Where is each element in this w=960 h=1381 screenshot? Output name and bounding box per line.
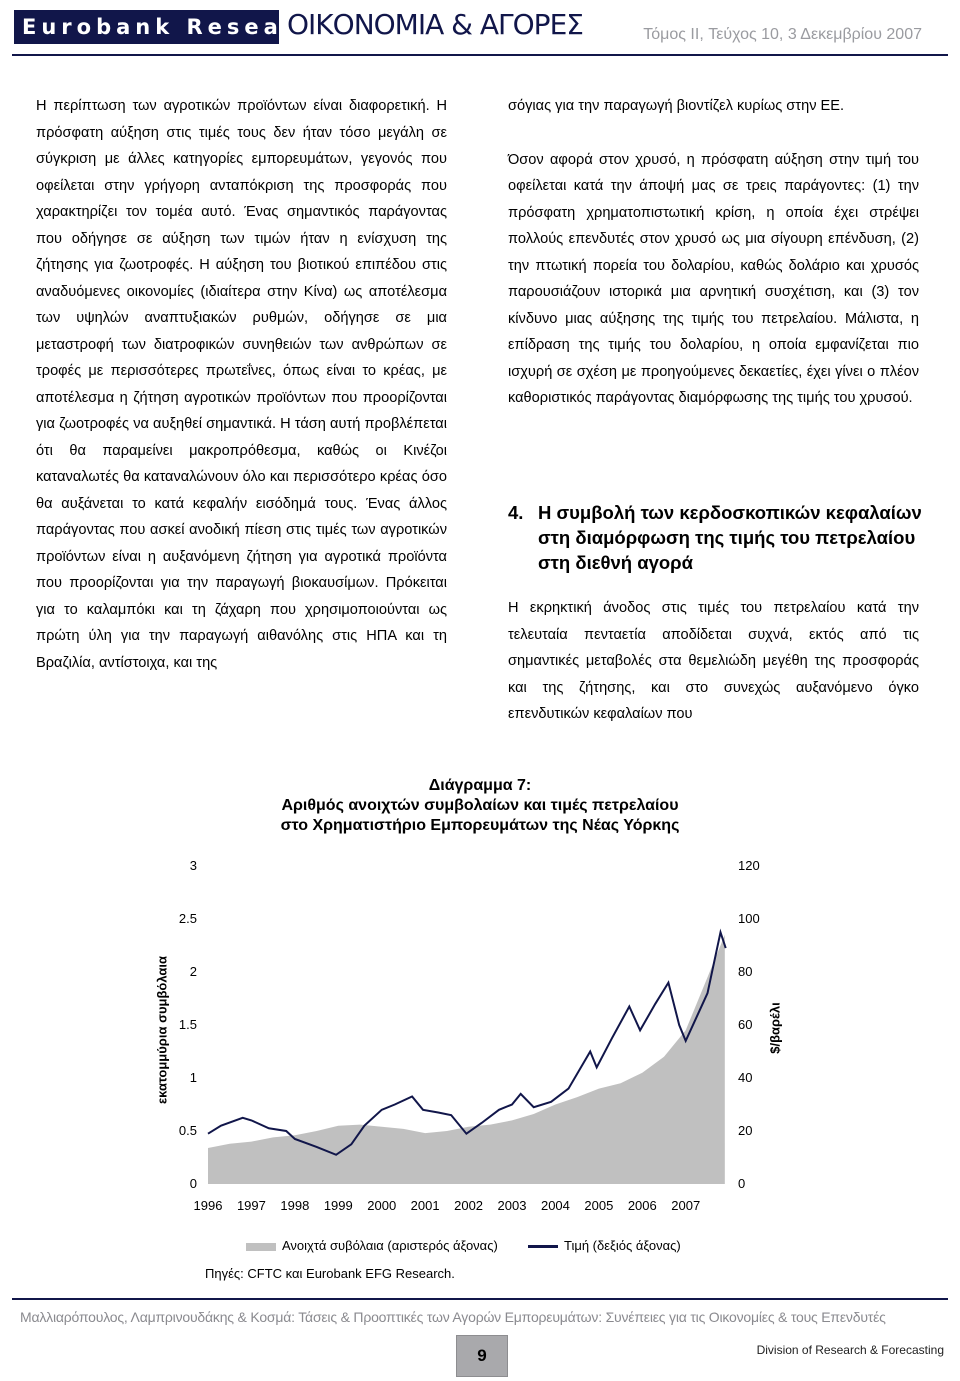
- issue-info: Τόμος II, Τεύχος 10, 3 Δεκεμβρίου 2007: [643, 26, 922, 43]
- x-axis-tick: 2001: [410, 1198, 440, 1213]
- paragraph: σόγιας για την παραγωγή βιοντίζελ κυρίως στην ΕΕ.: [508, 98, 845, 114]
- right-axis-tick: 20: [738, 1123, 753, 1138]
- publication-series-title: ΟΙΚΟΝΟΜΙΑ & ΑΓΟΡΕΣ: [287, 8, 583, 41]
- paragraph: Όσον αφορά στον χρυσό, η πρόσφατη αύξηση στην τιμή του οφείλεται κατά την άποψή μας σε τρεις παράγοντες: (1) την πρόσφατη χρηματοπιστωτική κρίση, η οποία έχει στρέψει πολλούς επενδυτές στον χρυσό ως μια σίγουρη επένδυση, (2) την πτωτική πορεία του δολαρίου, καθώς δολάριο και χρυσός παρουσιάζουν ιστορικά μια αρνητική συσχέτιση, και (3) τον κίνδυνο μιας αύξησης της τιμής του πετρελαίου. Μάλιστα, η επίδραση της τιμής του δολαρίου, η οποία εμφανίζεται πιο ισχυρή σε σχέση με προηγούμενες δεκαετίες, έχει γίνει ο πλέον καθοριστικός παράγοντας διαμόρφωσης της τιμής του χρυσού.: [508, 151, 919, 406]
- section-heading: [508, 500, 928, 575]
- legend-label: Ανοιχτά συβόλαια (αριστερός άξονας): [282, 1238, 498, 1253]
- legend-swatch-line: [528, 1245, 558, 1248]
- header-rule: [12, 54, 948, 56]
- chart-title-line: Αριθμός ανοιχτών συμβολαίων και τιμές πετρελαίου: [281, 797, 679, 814]
- right-column: [508, 93, 919, 412]
- legend-label: Τιμή (δεξιός άξονας): [564, 1238, 681, 1253]
- footer-rule: [12, 1298, 948, 1300]
- footer-citation: Μαλλιαρόπουλος, Λαμπρινουδάκης & Κοσμά: Τάσεις & Προοπτικές των Αγορών Εμπορευμάτων: Συνέπειες για τις Οικονομίες & τους Επενδυτές: [20, 1309, 886, 1325]
- right-axis-tick: 120: [738, 858, 760, 873]
- x-axis-tick: 2002: [454, 1198, 484, 1213]
- chart-title: [160, 776, 800, 836]
- page-number: 9: [456, 1335, 508, 1377]
- right-axis-tick: 0: [738, 1176, 746, 1191]
- left-axis-tick: 2.5: [178, 911, 197, 926]
- open-interest-area: [208, 935, 725, 1184]
- left-axis-tick: 2: [189, 964, 197, 979]
- left-axis-tick: 0.5: [178, 1123, 197, 1138]
- left-axis-tick: 3: [189, 858, 197, 873]
- right-axis-tick: 60: [738, 1017, 753, 1032]
- right-column-continued: [508, 595, 919, 728]
- page-header: [0, 0, 960, 68]
- x-axis-tick: 2005: [584, 1198, 614, 1213]
- eurobank-research-logo: Eurobank Research: [14, 10, 279, 44]
- left-axis-title: εκατομμύρια συμβόλαια: [154, 955, 170, 1105]
- left-axis-tick: 1.5: [178, 1017, 197, 1032]
- right-axis-title: $/βαρέλι: [767, 1002, 783, 1054]
- right-axis-tick: 40: [738, 1070, 753, 1085]
- chart-title-line: Διάγραμμα 7:: [428, 777, 532, 794]
- x-axis-tick: 1998: [280, 1198, 310, 1213]
- x-axis-tick: 2000: [367, 1198, 397, 1213]
- left-column: [36, 93, 447, 676]
- x-axis-tick: 1999: [323, 1198, 353, 1213]
- left-axis-tick: 0: [189, 1176, 197, 1191]
- x-axis-tick: 2004: [540, 1198, 570, 1213]
- chart-title-line: στο Χρηματιστήριο Εμπορευμάτων της Νέας Υόρκης: [280, 817, 680, 834]
- paragraph: Η περίπτωση των αγροτικών προϊόντων είναι διαφορετική. Η πρόσφατη αύξηση στις τιμές τους δεν ήταν τόσο μεγάλη σε σύγκριση με άλλες κατηγορίες εμπορευμάτων, γεγονός που οφείλεται στην γρήγορη ανταπόκριση της προσφοράς που χαρακτηρίζει τον τομέα αυτό. Ένας σημαντικός παράγοντας που οδήγησε σε αύξηση των τιμών ήταν η ενίσχυση της ζήτησης για ζωοτροφές. Η αύξηση του βιοτικού επιπέδου στις αναδυόμενες οικονομίες (ιδιαίτερα στην Κίνα) ως αποτέλεσμα των υψηλών αναπτυξιακών ρυθμών, οδήγησε σε μια μεταστροφή των διατροφικών συνηθειών των ανθρώπων σε τροφές με περισσότερες πρωτεΐνες, όπως είναι το κρέας, με αποτέλεσμα η ζήτηση αγροτικών προϊόντων που προορίζονται για ζωοτροφές να αυξηθεί σημαντικά. Η τάση αυτή προβλέπεται ότι θα παραμείνει μακροπρόθεσμα, καθώς οι Κινέζοι καταναλωτές θα καταναλώνουν όλο και περισσότερο κρέας όσο θα αυξάνεται το κατά κεφαλήν εισόδημά τους. Ένας άλλος παράγοντας που ασκεί ανοδική πίεση στις τιμές των αγροτικών προϊόντων είναι η αυξανόμενη ζήτηση για αγροτικά προϊόντα που προορίζονται για την παραγωγή βιοκαυσίμων. Πρόκειται για το καλαμπόκι και τη ζάχαρη που χρησιμοποιούνται ως πρώτη ύλη για την παραγωγή αιθανόλης στις ΗΠΑ και τη Βραζιλία, αντίστοιχα, και της: [36, 98, 447, 671]
- x-axis-tick: 1997: [236, 1198, 266, 1213]
- x-axis-tick: 1996: [193, 1198, 223, 1213]
- right-axis-tick: 80: [738, 964, 753, 979]
- oil-price-line: [208, 932, 726, 1155]
- x-axis-tick: 2006: [627, 1198, 657, 1213]
- section-number: 4.: [508, 502, 524, 523]
- division-name: Division of Research & Forecasting: [756, 1343, 944, 1357]
- legend-item-open-interest: [246, 1238, 498, 1256]
- paragraph: Η εκρηκτική άνοδος στις τιμές του πετρελαίου κατά την τελευταία πενταετία αποδίδεται συχνά, εκτός από τις σημαντικές μεταβολές στα θεμελιώδη μεγέθη της προσφοράς και της ζήτησης, και στο συνεχώς αυξανόμενο όγκο επενδυτικών κεφαλαίων που: [508, 600, 919, 722]
- right-axis-tick: 100: [738, 911, 760, 926]
- legend-item-price: [528, 1238, 681, 1256]
- chart-source: Πηγές: CFTC και Eurobank EFG Research.: [205, 1266, 455, 1281]
- legend-swatch-bar: [246, 1243, 276, 1251]
- x-axis-tick: 2007: [671, 1198, 701, 1213]
- section-title: Η συμβολή των κερδοσκοπικών κεφαλαίων στη διαμόρφωση της τιμής του πετρελαίου στη διεθνή αγορά: [538, 502, 922, 573]
- left-axis-tick: 1: [189, 1070, 197, 1085]
- x-axis-tick: 2003: [497, 1198, 527, 1213]
